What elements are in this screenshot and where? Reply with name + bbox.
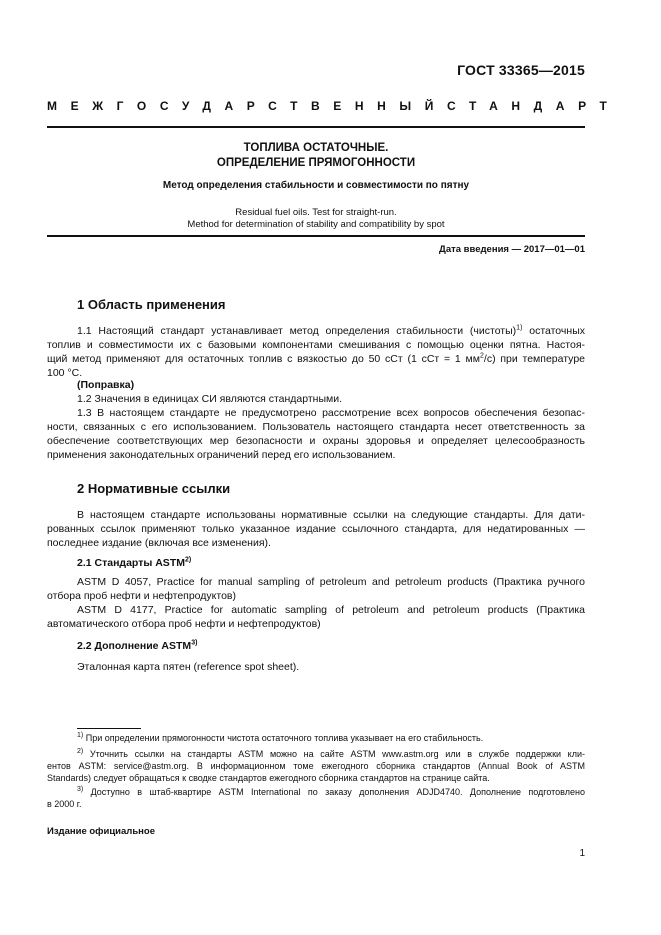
footnote-line bbox=[47, 748, 585, 760]
para-line: В настоящем стандарте использованы нормативные ссылки на следующие стандарты. Для дати- bbox=[77, 509, 585, 521]
section-1-paragraph-1 bbox=[47, 324, 585, 380]
title-line-1: ТОПЛИВА ОСТАТОЧНЫЕ. bbox=[243, 142, 389, 154]
introduction-date: Дата введения — 2017—01—01 bbox=[439, 244, 585, 255]
footnote-line: в 2000 г. bbox=[47, 799, 82, 809]
para-line: 1.3 В настоящем стандарте не предусмотрено рассмотрение всех вопросов обеспечения безопас- bbox=[77, 407, 585, 419]
superscript: 2 bbox=[480, 352, 484, 360]
para-line: применения законодательных ограничений перед его использованием. bbox=[47, 449, 396, 461]
reference-astm-d4057 bbox=[47, 575, 585, 603]
section-1-paragraph-2: 1.2 Значения в единицах СИ являются стандартными. bbox=[77, 393, 343, 405]
section-2-heading: 2 Нормативные ссылки bbox=[77, 481, 231, 496]
text-run: 1.1 Настоящий стандарт устанавливает метод определения стабильности (чистоты) bbox=[77, 325, 517, 337]
reference-astm-d4177 bbox=[47, 603, 585, 631]
standard-banner bbox=[47, 99, 621, 113]
para-line: последнее издание (включая все изменения). bbox=[47, 537, 271, 549]
title-bottom-rule bbox=[47, 235, 585, 237]
para-line: ности, связанных с его использованием. Пользователь настоящего стандарта несет ответственность за bbox=[47, 421, 585, 433]
banner-standard: СТАНДАРТ bbox=[446, 99, 621, 113]
footnote-1 bbox=[47, 732, 585, 744]
footnote-mark: 1) bbox=[77, 732, 84, 739]
document-title bbox=[47, 141, 585, 171]
english-title-line-2: Method for determination of stability and compatibility by spot bbox=[187, 219, 445, 230]
official-edition-label: Издание официальное bbox=[47, 826, 155, 837]
subsection-2-2-text: Эталонная карта пятен (reference spot sheet). bbox=[77, 661, 300, 673]
footnote-ref-3: 3) bbox=[191, 639, 198, 647]
english-title-line-1: Residual fuel oils. Test for straight-run. bbox=[235, 207, 397, 218]
top-rule bbox=[47, 126, 585, 128]
document-number: ГОСТ 33365—2015 bbox=[457, 62, 585, 78]
footnote-ref-1: 1) bbox=[516, 324, 523, 332]
page-number: 1 bbox=[579, 848, 585, 859]
para-line: ASTM D 4057, Practice for manual sampling of petroleum and petroleum products (Практика ручного bbox=[77, 576, 585, 588]
para-line: рованных ссылок применяют только указанное издание ссылочного стандарта, для недатированных — bbox=[47, 523, 585, 535]
footnote-line: ентов ASTM: service@astm.org. В информационном томе ежегодного сборника стандартов (Annual Book of ASTM bbox=[47, 761, 585, 771]
english-title bbox=[47, 207, 585, 231]
para-line: ASTM D 4177, Practice for automatic sampling of petroleum and petroleum products (Практика bbox=[77, 604, 585, 616]
para-line: 100 °С. bbox=[47, 367, 83, 379]
footnote-line: Standards) следует обращаться к сводке стандартов ежегодного сборника стандартов на странице сайта. bbox=[47, 773, 490, 783]
banner-interstate: МЕЖГОСУДАРСТВЕННЫЙ bbox=[47, 99, 447, 113]
subsection-2-2-heading bbox=[77, 640, 197, 652]
para-line: топлив и совместимости их с базовыми компонентами смешивания с помощью оценки пятна. Настоя- bbox=[47, 339, 585, 351]
text-run: /с) при температуре bbox=[483, 353, 585, 365]
footnote-ref-2: 2) bbox=[184, 556, 192, 564]
footnote-text: Уточнить ссылки на стандарты ASTM можно на сайте ASTM www.astm.org или в службе поддержки кли- bbox=[83, 749, 585, 759]
para-line: автоматического отбора проб нефти и нефтепродуктов) bbox=[47, 618, 321, 630]
footnote-text: При определении прямогонности чистота остаточного топлива указывает на его стабильность. bbox=[83, 733, 484, 743]
section-1-heading: 1 Область применения bbox=[77, 297, 226, 312]
title-line-2: ОПРЕДЕЛЕНИЕ ПРЯМОГОННОСТИ bbox=[216, 157, 416, 169]
document-subtitle: Метод определения стабильности и совместимости по пятну bbox=[162, 180, 470, 191]
para-line bbox=[77, 324, 585, 338]
footnote-2 bbox=[47, 748, 585, 784]
text-run: остаточных bbox=[522, 325, 585, 337]
subsection-2-1-heading bbox=[77, 557, 191, 569]
footnote-mark: 2) bbox=[77, 748, 84, 755]
footnote-text: Доступно в штаб-квартире ASTM International по заказу дополнения ADJD4740. Дополнение подготовлено bbox=[83, 787, 585, 797]
footnote-mark: 3) bbox=[77, 786, 84, 793]
para-line: отбора проб нефти и нефтепродуктов) bbox=[47, 590, 236, 602]
heading-text: 2.2 Дополнение ASTM bbox=[77, 640, 192, 652]
footnote-3 bbox=[47, 786, 585, 810]
footnote-line bbox=[47, 786, 585, 798]
text-run: щий метод применяют для остаточных топлив с вязкостью до 50 сСт (1 сСт = 1 мм bbox=[47, 353, 480, 365]
heading-text: 2.1 Стандарты ASTM bbox=[77, 557, 185, 569]
section-1-paragraph-3 bbox=[47, 406, 585, 462]
section-2-paragraph-1 bbox=[47, 508, 585, 550]
amendment-note: (Поправка) bbox=[77, 379, 135, 391]
footnote-separator bbox=[77, 728, 141, 729]
para-line: обеспечение соответствующих мер безопасности и охраны здоровья и определяет целесообразность bbox=[47, 435, 585, 447]
para-line bbox=[47, 352, 585, 366]
